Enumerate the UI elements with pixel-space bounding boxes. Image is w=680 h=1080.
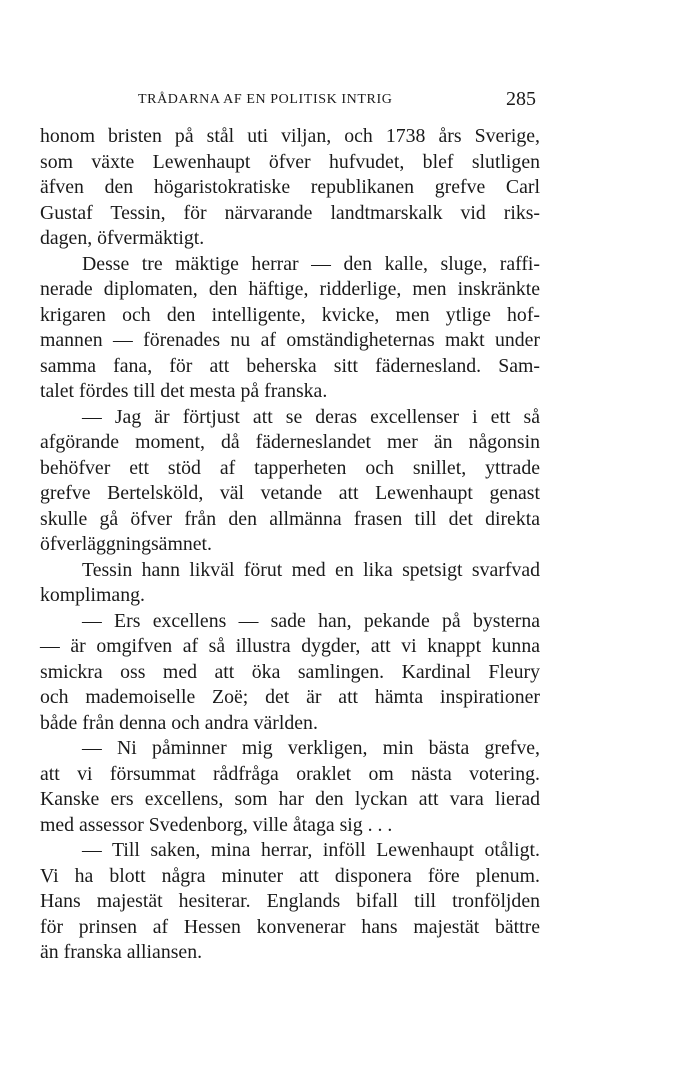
text-line: Gustaf Tessin, för närvarande landtmarskalk vid riks-: [40, 201, 540, 224]
text-line: Desse tre mäktige herrar — den kalle, sluge, raffi-: [82, 252, 540, 275]
text-line: med assessor Svedenborg, ville åtaga sig . . .: [40, 813, 393, 836]
text-line: mannen — förenades nu af omständigheternas makt under: [40, 329, 540, 351]
running-title: TRÅDARNA AF EN POLITISK INTRIG: [138, 92, 393, 107]
text-line: Hans majestät hesiterar. Englands bifall till tronföljden: [40, 890, 540, 912]
text-line: krigaren och den intelligente, kvicke, men ytlige hof-: [40, 303, 540, 326]
text-line: — är omgifven af så illustra dygder, att vi knappt kunna: [40, 635, 540, 657]
text-line: smickra oss med att öka samlingen. Kardinal Fleury: [40, 660, 540, 683]
text-line: äfven den högaristokratiske republikanen grefve Carl: [40, 176, 540, 198]
text-line: att vi försummat rådfråga oraklet om nästa votering.: [40, 762, 540, 785]
text-line: — Ni påminner mig verkligen, min bästa grefve,: [82, 737, 540, 759]
text-line: — Ers excellens — sade han, pekande på bysterna: [82, 609, 540, 632]
text-line: än franska alliansen.: [40, 941, 203, 963]
page-number: 285: [506, 88, 536, 110]
text-line: honom bristen på stål uti viljan, och 1738 års Sverige,: [40, 125, 540, 147]
text-line: behöfver ett stöd af tapperheten och snillet, yttrade: [40, 456, 540, 479]
text-line: samma fana, för att beherska sitt fädernesland. Sam-: [40, 354, 540, 377]
page-header: [0, 88, 680, 116]
text-line: Tessin hann likväl förut med en lika spetsigt svarfvad: [82, 558, 540, 581]
text-line: — Till saken, mina herrar, inföll Lewenhaupt otåligt.: [82, 839, 540, 861]
text-line: nerade diplomaten, den häftige, ridderlige, men inskränkte: [40, 278, 540, 300]
text-line: talet fördes till det mesta på franska.: [40, 380, 328, 402]
body-text: [40, 124, 540, 966]
text-line: som växte Lewenhaupt öfver hufvudet, blef slutligen: [40, 150, 540, 173]
text-line: för prinsen af Hessen konvenerar hans majestät bättre: [40, 915, 540, 938]
text-line: grefve Bertelsköld, väl vetande att Lewenhaupt genast: [40, 482, 540, 504]
text-line: — Jag är förtjust att se deras excellenser i ett så: [82, 405, 540, 428]
text-line: dagen, öfvermäktigt.: [40, 227, 205, 249]
text-line: öfverläggningsämnet.: [40, 533, 212, 555]
text-line: Kanske ers excellens, som har den lyckan att vara lierad: [40, 788, 540, 810]
text-line: skulle gå öfver från den allmänna frasen till det direkta: [40, 507, 540, 530]
text-line: och mademoiselle Zoë; det är att hämta inspirationer: [40, 686, 540, 708]
text-line: Vi ha blott några minuter att disponera före plenum.: [40, 864, 540, 887]
text-line: både från denna och andra världen.: [40, 711, 318, 734]
text-line: komplimang.: [40, 584, 145, 606]
text-line: afgörande moment, då fäderneslandet mer än någonsin: [40, 431, 540, 453]
